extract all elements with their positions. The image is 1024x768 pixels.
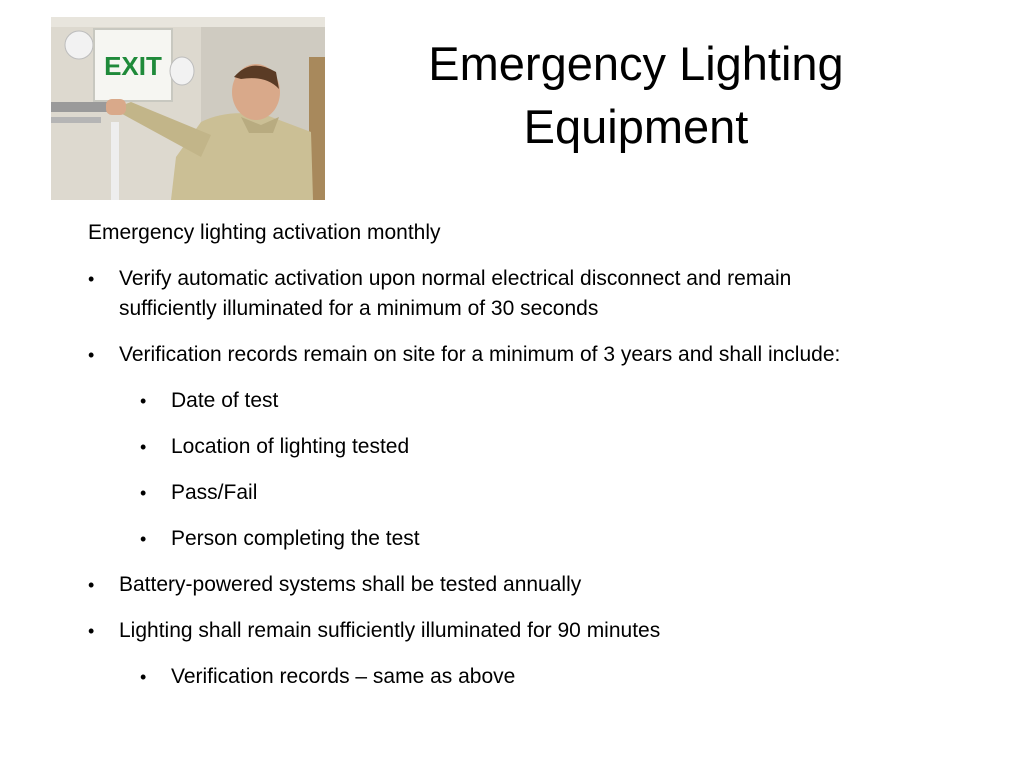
sub-bullet-item [88,432,968,462]
exit-sign [94,29,172,101]
bullet-glyph: • [88,621,95,641]
bullet-text: Verification records remain on site for a minimum of 3 years and shall include: [119,343,841,366]
sub-bullet-text: Date of test [171,389,279,412]
bullet-list [88,264,968,692]
photo-illustration [51,17,325,200]
bullet-glyph: • [140,529,147,549]
exit-sign-text: EXIT [104,51,162,81]
sub-bullet-text: Person completing the test [171,527,420,550]
sub-bullet-text: Location of lighting tested [171,435,410,458]
bullet-item [88,570,968,600]
sub-bullet-item [88,662,968,692]
bullet-glyph: • [88,269,95,289]
bullet-item [88,340,968,370]
bullet-text-line-1: Verify automatic activation upon normal electrical disconnect and remain [119,267,792,290]
intro-text: Emergency lighting activation monthly [88,221,441,244]
bullet-text-line-2: sufficiently illuminated for a minimum of 30 seconds [119,297,599,320]
slide-title [380,32,892,158]
sub-bullet-item [88,524,968,554]
bullet-glyph: • [140,483,147,503]
bullet-text: Battery-powered systems shall be tested annually [119,573,582,596]
sub-bullet-item [88,478,968,508]
slide-title-line-2: Equipment [523,100,749,153]
photo-exit-sign-inspection [51,17,325,200]
slide-title-line-1: Emergency Lighting [428,37,844,90]
sub-bullet-text: Verification records – same as above [171,665,516,688]
bullet-glyph: • [140,391,147,411]
bullet-text: Lighting shall remain sufficiently illuminated for 90 minutes [119,619,661,642]
bullet-glyph: • [88,345,95,365]
bullet-item [88,616,968,646]
bullet-glyph: • [140,437,147,457]
bullet-text [119,267,791,320]
sub-bullet-item [88,386,968,416]
slide-body [88,218,968,708]
bullet-glyph: • [140,667,147,687]
bullet-glyph: • [88,575,95,595]
sub-bullet-text: Pass/Fail [171,481,258,504]
bullet-item [88,264,968,324]
